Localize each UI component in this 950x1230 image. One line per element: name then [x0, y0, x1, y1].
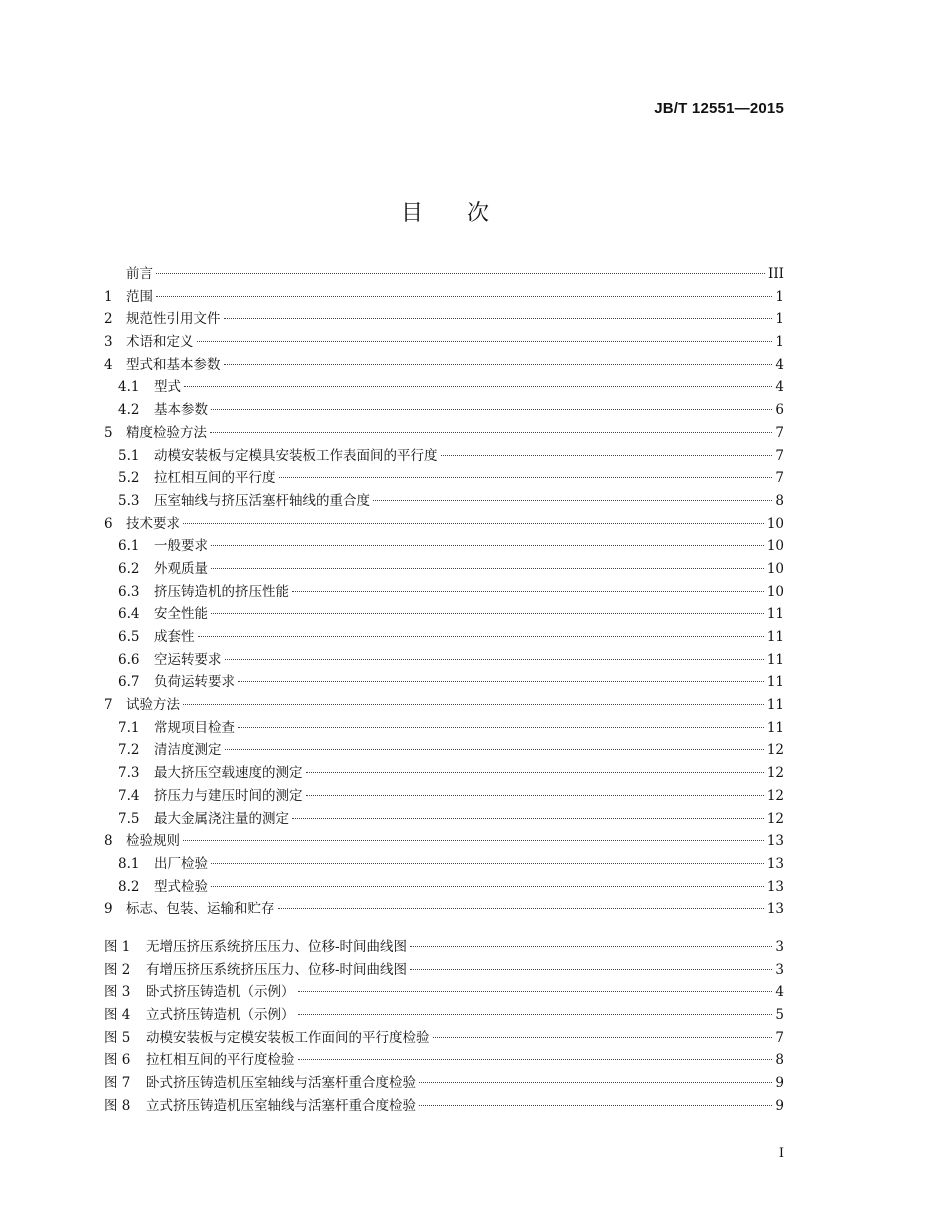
toc-entry-page: 7 [775, 424, 784, 441]
page-title: 目次 [400, 201, 533, 226]
toc-entry-title: 立式挤压铸造机（示例） [146, 1007, 295, 1023]
toc-entry-title: 检验规则 [126, 833, 180, 850]
toc-entry[interactable] [104, 467, 784, 490]
toc-entry-number: 6.5 [118, 629, 140, 645]
toc-entry-title: 出厂检验 [154, 855, 208, 872]
dot-leader [238, 681, 764, 682]
toc-entry-number: 6 [104, 515, 113, 532]
toc-entry[interactable] [104, 898, 784, 921]
toc-entry[interactable] [104, 558, 784, 581]
toc-entry-page: 6 [775, 402, 784, 419]
toc-entry-number: 图 3 [104, 984, 131, 1001]
toc-entry-title: 有增压挤压系统挤压压力、位移-时间曲线图 [146, 961, 408, 978]
toc-entry[interactable] [104, 626, 784, 649]
toc-entry-page: 8 [775, 492, 784, 509]
toc-entry-title: 立式挤压铸造机压室轴线与活塞杆重合度检验 [146, 1097, 416, 1114]
toc-entry-page: 10 [766, 515, 784, 532]
dot-leader [238, 727, 764, 728]
toc-entry-number: 图 7 [104, 1075, 131, 1092]
toc-entry-number: 6.4 [118, 606, 140, 623]
toc-entry-title: 最大金属浇注量的测定 [154, 810, 289, 827]
toc-entry-title: 清洁度测定 [154, 742, 222, 759]
toc-entry-title: 常规项目检查 [154, 719, 235, 736]
toc-entry-number: 4.2 [118, 402, 140, 419]
toc-entry-number: 5.1 [118, 447, 140, 464]
toc-entry-title: 卧式挤压铸造机（示例） [146, 984, 295, 1001]
toc-entry-page: 10 [766, 583, 784, 600]
toc-entry[interactable] [104, 535, 784, 558]
dot-leader [441, 455, 773, 456]
toc-entry[interactable] [104, 263, 784, 286]
toc-entry-page: 8 [775, 1052, 784, 1069]
toc-entry-number: 7.3 [118, 765, 140, 782]
toc-entry-number: 5.2 [118, 470, 140, 487]
dot-leader [298, 1059, 773, 1060]
dot-leader [198, 636, 764, 637]
toc-figure-entry[interactable] [104, 1027, 784, 1050]
toc-entry-title: 标志、包装、运输和贮存 [126, 901, 275, 918]
toc-entry-title: 安全性能 [154, 606, 208, 623]
toc-entry-page: 12 [766, 742, 784, 759]
toc-entry-number: 7.2 [118, 742, 140, 759]
dot-leader [410, 969, 772, 970]
toc-entry-number: 8 [104, 833, 113, 850]
toc-entry-page: 7 [775, 470, 784, 487]
toc-entry-page: 7 [775, 1029, 784, 1046]
dot-leader [211, 863, 764, 864]
toc-entry-page: III [768, 266, 784, 282]
toc-entry-page: 4 [775, 379, 784, 396]
toc-entry-title: 拉杠相互间的平行度检验 [146, 1052, 295, 1069]
toc-entry-page: 3 [775, 938, 784, 955]
dot-leader [433, 1037, 773, 1038]
toc-figure-entry[interactable] [104, 1049, 784, 1072]
toc-entry-title: 型式检验 [154, 878, 208, 895]
toc-entry-page: 11 [766, 651, 784, 668]
toc-entry-number: 图 6 [104, 1052, 131, 1069]
toc-entry-page: 13 [766, 833, 784, 850]
dot-leader [211, 545, 764, 546]
dot-leader [183, 523, 764, 524]
dot-leader [298, 991, 773, 992]
toc-entry-number: 5 [104, 424, 113, 441]
toc-entry[interactable] [104, 286, 784, 309]
toc-entry-title: 基本参数 [154, 402, 208, 419]
toc-entry-page: 10 [766, 560, 784, 577]
dot-leader [279, 477, 773, 478]
dot-leader [211, 568, 764, 569]
toc-entry-page: 1 [775, 288, 784, 305]
toc-entry[interactable] [104, 853, 784, 876]
toc-entry-title: 无增压挤压系统挤压压力、位移-时间曲线图 [146, 938, 408, 955]
toc-entry-title: 试验方法 [126, 697, 180, 714]
toc-entry-page: 11 [766, 606, 784, 623]
toc-entry-title: 前言 [126, 266, 153, 282]
toc-entry-page: 3 [775, 961, 784, 978]
toc-entry-number: 6.7 [118, 674, 140, 691]
toc-entry[interactable] [104, 717, 784, 740]
toc-entry-number: 4 [104, 356, 113, 373]
toc-entry-number: 8.2 [118, 878, 140, 895]
toc-entry-title: 范围 [126, 288, 153, 305]
dot-leader [225, 749, 764, 750]
dot-leader [419, 1105, 772, 1106]
page-number: I [778, 1146, 784, 1161]
dot-leader [183, 840, 764, 841]
toc-entry-title: 一般要求 [154, 538, 208, 555]
toc-entry-title: 空运转要求 [154, 651, 222, 668]
dot-leader [211, 886, 764, 887]
toc-entry-number: 7.1 [118, 719, 140, 736]
toc-figure-entry[interactable] [104, 1072, 784, 1095]
dot-leader [306, 772, 764, 773]
toc-entry-number: 7.4 [118, 787, 140, 804]
dot-leader [211, 409, 772, 410]
toc-entry-number: 图 4 [104, 1007, 131, 1023]
dot-leader [373, 500, 772, 501]
toc-entry-page: 5 [775, 1007, 784, 1023]
toc-entry[interactable] [104, 331, 784, 354]
toc-entry-page: 1 [775, 334, 784, 351]
toc-entry-page: 11 [766, 674, 784, 691]
toc-entry-title: 技术要求 [126, 515, 180, 532]
toc-entry[interactable] [104, 649, 784, 672]
toc-entry[interactable] [104, 785, 784, 808]
dot-leader [156, 296, 772, 297]
dot-leader [225, 659, 764, 660]
toc-entry-title: 动模安装板与定模安装板工作面间的平行度检验 [146, 1029, 430, 1046]
toc-entry-number: 图 8 [104, 1097, 131, 1114]
toc-entry-title: 动模安装板与定模具安装板工作表面间的平行度 [154, 447, 438, 464]
toc-entry-page: 1 [775, 311, 784, 328]
toc-entry-title: 挤压铸造机的挤压性能 [154, 583, 289, 600]
dot-leader [306, 795, 764, 796]
dot-leader [410, 946, 772, 947]
toc-entry-page: 12 [766, 765, 784, 782]
toc-figure-entry[interactable] [104, 1095, 784, 1118]
toc-figure-list [104, 936, 784, 1118]
toc-entry-number: 6.1 [118, 538, 140, 555]
toc-entry-title: 最大挤压空载速度的测定 [154, 765, 303, 782]
standard-code: JB/T 12551—2015 [654, 100, 784, 117]
toc-entry[interactable] [104, 376, 784, 399]
toc-entry-page: 12 [766, 787, 784, 804]
toc-entry-number: 4.1 [118, 379, 140, 396]
toc-entry-title: 压室轴线与挤压活塞杆轴线的重合度 [154, 492, 370, 509]
table-of-contents [104, 263, 784, 1117]
toc-entry-page: 9 [775, 1075, 784, 1092]
toc-entry-number: 6.2 [118, 560, 140, 577]
toc-entry-page: 11 [766, 719, 784, 736]
toc-entry-number: 1 [104, 288, 113, 305]
dot-leader [183, 704, 764, 705]
dot-leader [419, 1082, 772, 1083]
dot-leader [224, 318, 773, 319]
toc-entry-page: 4 [775, 984, 784, 1001]
toc-entry-number: 7 [104, 697, 113, 714]
dot-leader [298, 1014, 773, 1015]
toc-entry[interactable] [104, 762, 784, 785]
toc-entry-page: 7 [775, 447, 784, 464]
toc-entry-number: 9 [104, 901, 113, 918]
toc-entry[interactable] [104, 739, 784, 762]
toc-entry-page: 12 [766, 810, 784, 827]
dot-leader [292, 591, 764, 592]
toc-entry[interactable] [104, 581, 784, 604]
toc-entry[interactable] [104, 876, 784, 899]
toc-entry-page: 13 [766, 901, 784, 918]
toc-entry-title: 负荷运转要求 [154, 674, 235, 691]
toc-figure-entry[interactable] [104, 1004, 784, 1027]
toc-entry-number: 5.3 [118, 492, 140, 509]
toc-figure-entry[interactable] [104, 959, 784, 982]
toc-entry-title: 型式和基本参数 [126, 356, 221, 373]
toc-entry[interactable] [104, 513, 784, 536]
toc-entry[interactable] [104, 808, 784, 831]
dot-leader [156, 273, 765, 274]
toc-entry-page: 10 [766, 538, 784, 555]
toc-entry-page: 9 [775, 1097, 784, 1114]
dot-leader [210, 432, 772, 433]
toc-entry-title: 成套性 [154, 629, 195, 645]
toc-entry-number: 2 [104, 311, 113, 328]
toc-entry-number: 7.5 [118, 810, 140, 827]
toc-section-list [104, 263, 784, 921]
toc-entry-number: 8.1 [118, 855, 140, 872]
dot-leader [211, 613, 764, 614]
toc-figure-entry[interactable] [104, 981, 784, 1004]
toc-entry[interactable] [104, 603, 784, 626]
toc-entry-number: 6.3 [118, 583, 140, 600]
toc-entry-page: 4 [775, 356, 784, 373]
toc-figure-entry[interactable] [104, 936, 784, 959]
toc-entry-title: 外观质量 [154, 560, 208, 577]
toc-entry[interactable] [104, 830, 784, 853]
toc-entry-title: 挤压力与建压时间的测定 [154, 787, 303, 804]
dot-leader [292, 818, 764, 819]
dot-leader [278, 908, 764, 909]
toc-entry-title: 型式 [154, 379, 181, 396]
toc-entry-number: 6.6 [118, 651, 140, 668]
dot-leader [224, 364, 773, 365]
toc-entry-title: 精度检验方法 [126, 424, 207, 441]
toc-entry-page: 13 [766, 878, 784, 895]
toc-entry-page: 11 [766, 629, 784, 645]
toc-entry[interactable] [104, 490, 784, 513]
toc-entry[interactable] [104, 354, 784, 377]
toc-entry-title: 拉杠相互间的平行度 [154, 470, 276, 487]
toc-entry-title: 术语和定义 [126, 334, 194, 351]
toc-entry[interactable] [104, 694, 784, 717]
toc-entry-page: 13 [766, 855, 784, 872]
toc-entry-number: 图 2 [104, 961, 131, 978]
toc-entry-number: 图 5 [104, 1029, 131, 1046]
toc-entry[interactable] [104, 308, 784, 331]
dot-leader [197, 341, 773, 342]
toc-entry[interactable] [104, 399, 784, 422]
toc-entry[interactable] [104, 422, 784, 445]
toc-entry[interactable] [104, 671, 784, 694]
toc-entry-title: 规范性引用文件 [126, 311, 221, 328]
toc-entry-title: 卧式挤压铸造机压室轴线与活塞杆重合度检验 [146, 1075, 416, 1092]
toc-entry[interactable] [104, 445, 784, 468]
toc-entry-page: 11 [766, 697, 784, 714]
dot-leader [184, 386, 772, 387]
toc-entry-number: 图 1 [104, 938, 131, 955]
toc-entry-number: 3 [104, 334, 113, 351]
